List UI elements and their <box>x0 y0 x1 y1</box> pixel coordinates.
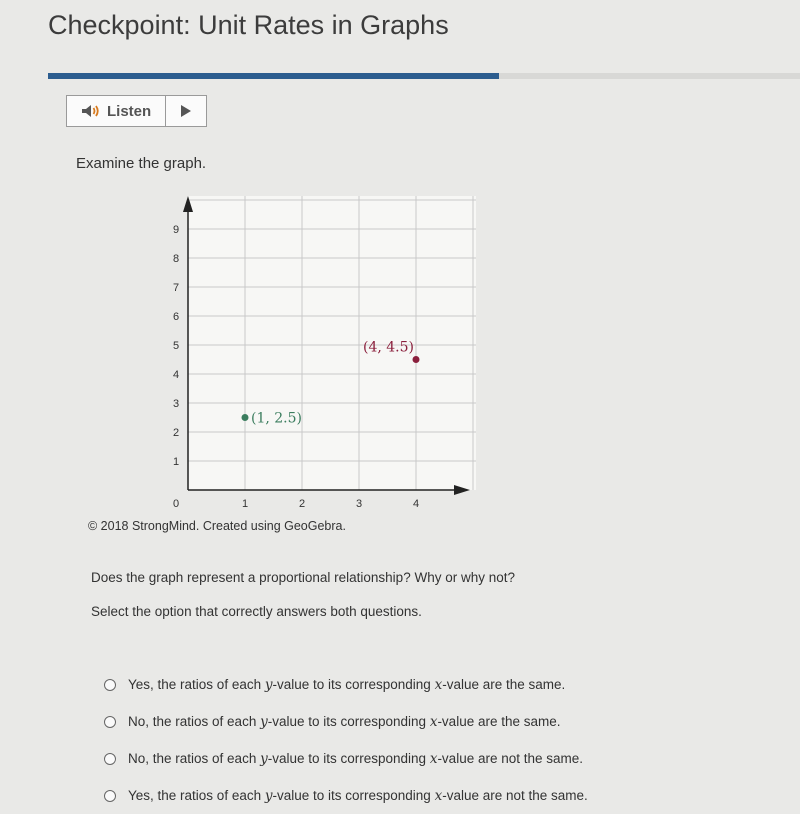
answer-option[interactable] <box>104 666 588 703</box>
page-title: Checkpoint: Unit Rates in Graphs <box>48 10 449 40</box>
answer-option-text <box>128 714 561 730</box>
graph-credit: © 2018 StrongMind. Created using GeoGebra. <box>88 519 346 533</box>
answer-option-text <box>128 751 583 767</box>
math-variable: x <box>429 750 438 767</box>
math-variable: y <box>260 713 268 730</box>
math-variable: x <box>429 713 438 730</box>
math-variable: x <box>434 676 443 693</box>
math-variable: y <box>260 750 268 767</box>
option-text-segment: -value are the same. <box>437 713 561 729</box>
option-text-segment: Yes, the ratios of each <box>128 787 265 803</box>
radio-button[interactable] <box>104 753 116 765</box>
option-text-segment: -value to its corresponding <box>267 713 430 729</box>
x-tick-label: 1 <box>241 498 249 510</box>
y-tick-label: 6 <box>172 311 180 323</box>
listen-button[interactable] <box>67 96 166 126</box>
speaker-icon <box>81 104 101 118</box>
answer-option[interactable] <box>104 740 588 777</box>
y-tick-label: 1 <box>172 456 180 468</box>
radio-button[interactable] <box>104 679 116 691</box>
coordinate-graph <box>150 190 480 510</box>
listen-label: Listen <box>107 102 152 120</box>
answer-option[interactable] <box>104 703 588 740</box>
y-tick-label: 8 <box>172 253 180 265</box>
data-point <box>242 414 249 421</box>
math-variable: x <box>434 787 443 804</box>
option-text-segment: -value to its corresponding <box>267 750 430 766</box>
x-tick-label: 4 <box>412 498 420 510</box>
play-icon <box>179 104 193 118</box>
progress-bar-fill <box>48 73 499 79</box>
plot-area <box>188 196 476 490</box>
y-tick-label: 7 <box>172 282 180 294</box>
listen-controls <box>66 95 207 127</box>
math-variable: y <box>264 787 273 804</box>
option-text-segment: Yes, the ratios of each <box>128 676 265 692</box>
option-text-segment: -value are not the same. <box>442 787 588 803</box>
data-point-label: (4, 4.5) <box>363 339 414 356</box>
y-tick-label: 9 <box>172 224 180 236</box>
progress-bar <box>48 73 800 79</box>
answer-option-text <box>128 677 565 693</box>
math-variable: y <box>264 676 273 693</box>
x-tick-label: 0 <box>172 498 180 510</box>
option-text-segment: -value to its corresponding <box>272 676 435 692</box>
answer-options <box>104 666 588 814</box>
x-tick-label: 3 <box>355 498 363 510</box>
answer-option-text <box>128 788 588 804</box>
option-text-segment: No, the ratios of each <box>128 750 261 766</box>
data-point-label: (1, 2.5) <box>251 410 302 427</box>
option-text-segment: No, the ratios of each <box>128 713 261 729</box>
y-tick-label: 2 <box>172 427 180 439</box>
y-tick-label: 3 <box>172 398 180 410</box>
instruction-text: Select the option that correctly answers both questions. <box>91 604 422 619</box>
question-text: Does the graph represent a proportional relationship? Why or why not? <box>91 570 515 585</box>
option-text-segment: -value to its corresponding <box>272 787 435 803</box>
answer-option[interactable] <box>104 777 588 814</box>
option-text-segment: -value are the same. <box>442 676 566 692</box>
y-tick-label: 4 <box>172 369 180 381</box>
option-text-segment: -value are not the same. <box>437 750 584 766</box>
data-point <box>413 356 420 363</box>
x-tick-label: 2 <box>298 498 306 510</box>
y-tick-label: 5 <box>172 340 180 352</box>
radio-button[interactable] <box>104 716 116 728</box>
prompt-text: Examine the graph. <box>76 155 207 172</box>
play-button[interactable] <box>166 96 206 126</box>
